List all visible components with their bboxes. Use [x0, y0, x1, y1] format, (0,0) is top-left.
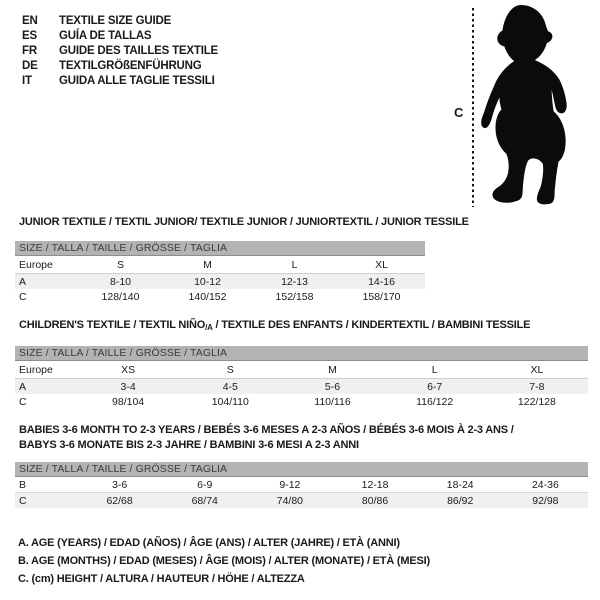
title-subscript: /A	[205, 323, 213, 332]
table-row	[15, 477, 588, 493]
value-cell: 62/68	[77, 493, 162, 509]
value-cell: 18-24	[418, 477, 503, 493]
size-band-label: SIZE / TALLA / TAILLE / GRÖSSE / TAGLIA	[15, 462, 588, 477]
value-cell: 158/170	[362, 290, 401, 303]
measurement-legend	[18, 534, 430, 588]
value-cell: 12-13	[251, 274, 338, 290]
size-band-label: SIZE / TALLA / TAILLE / GRÖSSE / TAGLIA	[15, 346, 588, 361]
size-header-band	[15, 462, 588, 477]
height-measure-label: C	[454, 105, 464, 120]
value-cell: 104/110	[211, 395, 249, 408]
row-label: Europe	[15, 256, 77, 274]
size-cell: XS	[77, 361, 179, 379]
language-row-it	[22, 73, 218, 88]
value-cell: 3-4	[77, 379, 179, 395]
value-cell: 9-12	[247, 477, 332, 493]
table-row	[15, 361, 588, 379]
table-row	[15, 289, 425, 304]
language-code: FR	[22, 44, 37, 57]
babies-title-line1: BABIES 3-6 MONTH TO 2-3 YEARS / BEBÉS 3-6 MESES A 2-3 AÑOS / BÉBÉS 3-6 MOIS À 2-3 ANS /	[19, 424, 514, 436]
value-cell: 80/86	[332, 493, 417, 509]
value-cell: 7-8	[486, 379, 588, 395]
language-list	[22, 13, 218, 88]
size-cell: L	[251, 256, 338, 274]
size-cell: L	[384, 361, 486, 379]
language-code: ES	[22, 29, 37, 42]
language-code: EN	[22, 14, 38, 27]
value-cell: 6-9	[162, 477, 247, 493]
language-title: TEXTILE SIZE GUIDE	[59, 14, 172, 27]
size-cell: S	[77, 256, 164, 274]
value-cell: 24-36	[503, 477, 588, 493]
title-text: CHILDREN'S TEXTILE / TEXTIL NIÑO	[19, 319, 206, 331]
table-row	[15, 394, 588, 409]
language-row-en	[22, 13, 218, 28]
value-cell: 152/158	[275, 290, 314, 303]
value-cell: 116/122	[416, 395, 454, 408]
value-cell: 140/152	[188, 290, 227, 303]
children-size-table	[15, 346, 588, 409]
value-cell: 6-7	[384, 379, 486, 395]
value-cell: 86/92	[418, 493, 503, 509]
value-cell: 74/80	[247, 493, 332, 509]
value-cell: 10-12	[164, 274, 251, 290]
language-code: DE	[22, 59, 38, 72]
junior-size-table	[15, 241, 425, 304]
size-cell: XL	[486, 361, 588, 379]
table-row	[15, 274, 425, 290]
legend-line-b: B. AGE (MONTHS) / EDAD (MESES) / ÂGE (MOIS) / ALTER (MONATE) / ETÀ (MESI)	[18, 555, 430, 567]
language-row-fr	[22, 43, 218, 58]
legend-line-a: A. AGE (YEARS) / EDAD (AÑOS) / ÂGE (ANS) / ALTER (JAHRE) / ETÀ (ANNI)	[18, 537, 400, 549]
junior-table-title: JUNIOR TEXTILE / TEXTIL JUNIOR/ TEXTILE JUNIOR / JUNIORTEXTIL / JUNIOR TESSILE	[19, 216, 469, 228]
language-title: GUIDE DES TAILLES TEXTILE	[59, 44, 218, 57]
babies-size-table	[15, 462, 588, 508]
value-cell: 14-16	[338, 274, 425, 290]
language-title: GUÍA DE TALLAS	[59, 29, 152, 42]
language-title: GUIDA ALLE TAGLIE TESSILI	[59, 74, 215, 87]
value-cell: 8-10	[77, 274, 164, 290]
value-cell: 3-6	[77, 477, 162, 493]
legend-line-c: C. (cm) HEIGHT / ALTURA / HAUTEUR / HÖHE / ALTEZZA	[18, 573, 305, 585]
size-header-band	[15, 241, 425, 256]
babies-table-title	[19, 423, 514, 453]
size-header-band	[15, 346, 588, 361]
value-cell: 4-5	[179, 379, 281, 395]
value-cell: 5-6	[281, 379, 383, 395]
row-label: C	[15, 493, 77, 509]
babies-title-line2: BABYS 3-6 MONATE BIS 2-3 JAHRE / BAMBINI 3-6 MESI A 2-3 ANNI	[19, 439, 359, 451]
value-cell: 68/74	[162, 493, 247, 509]
value-cell: 110/116	[314, 395, 351, 408]
language-row-de	[22, 58, 218, 73]
children-table-title	[19, 318, 530, 335]
row-label: A	[15, 274, 77, 290]
row-label: B	[15, 477, 77, 493]
language-title: TEXTILGRÖßENFÜHRUNG	[59, 59, 202, 72]
size-cell: S	[179, 361, 281, 379]
table-row	[15, 493, 588, 509]
language-code: IT	[22, 74, 32, 87]
value-cell: 122/128	[517, 395, 556, 408]
value-cell: 98/104	[112, 395, 145, 408]
value-cell: 92/98	[503, 493, 588, 509]
size-band-label: SIZE / TALLA / TAILLE / GRÖSSE / TAGLIA	[15, 241, 425, 256]
language-row-es	[22, 28, 218, 43]
table-row	[15, 256, 425, 274]
row-label: C	[19, 290, 27, 303]
toddler-silhouette	[481, 5, 576, 207]
value-cell: 12-18	[332, 477, 417, 493]
row-label: C	[19, 395, 27, 408]
table-row	[15, 379, 588, 395]
height-measure-dotted-line	[472, 8, 474, 207]
size-cell: M	[164, 256, 251, 274]
title-text: / TEXTILE DES ENFANTS / KINDERTEXTIL / BAMBINI TESSILE	[212, 319, 531, 331]
size-cell: M	[281, 361, 383, 379]
row-label: Europe	[15, 361, 77, 379]
row-label: A	[15, 379, 77, 395]
value-cell: 128/140	[101, 290, 140, 303]
size-cell: XL	[338, 256, 425, 274]
